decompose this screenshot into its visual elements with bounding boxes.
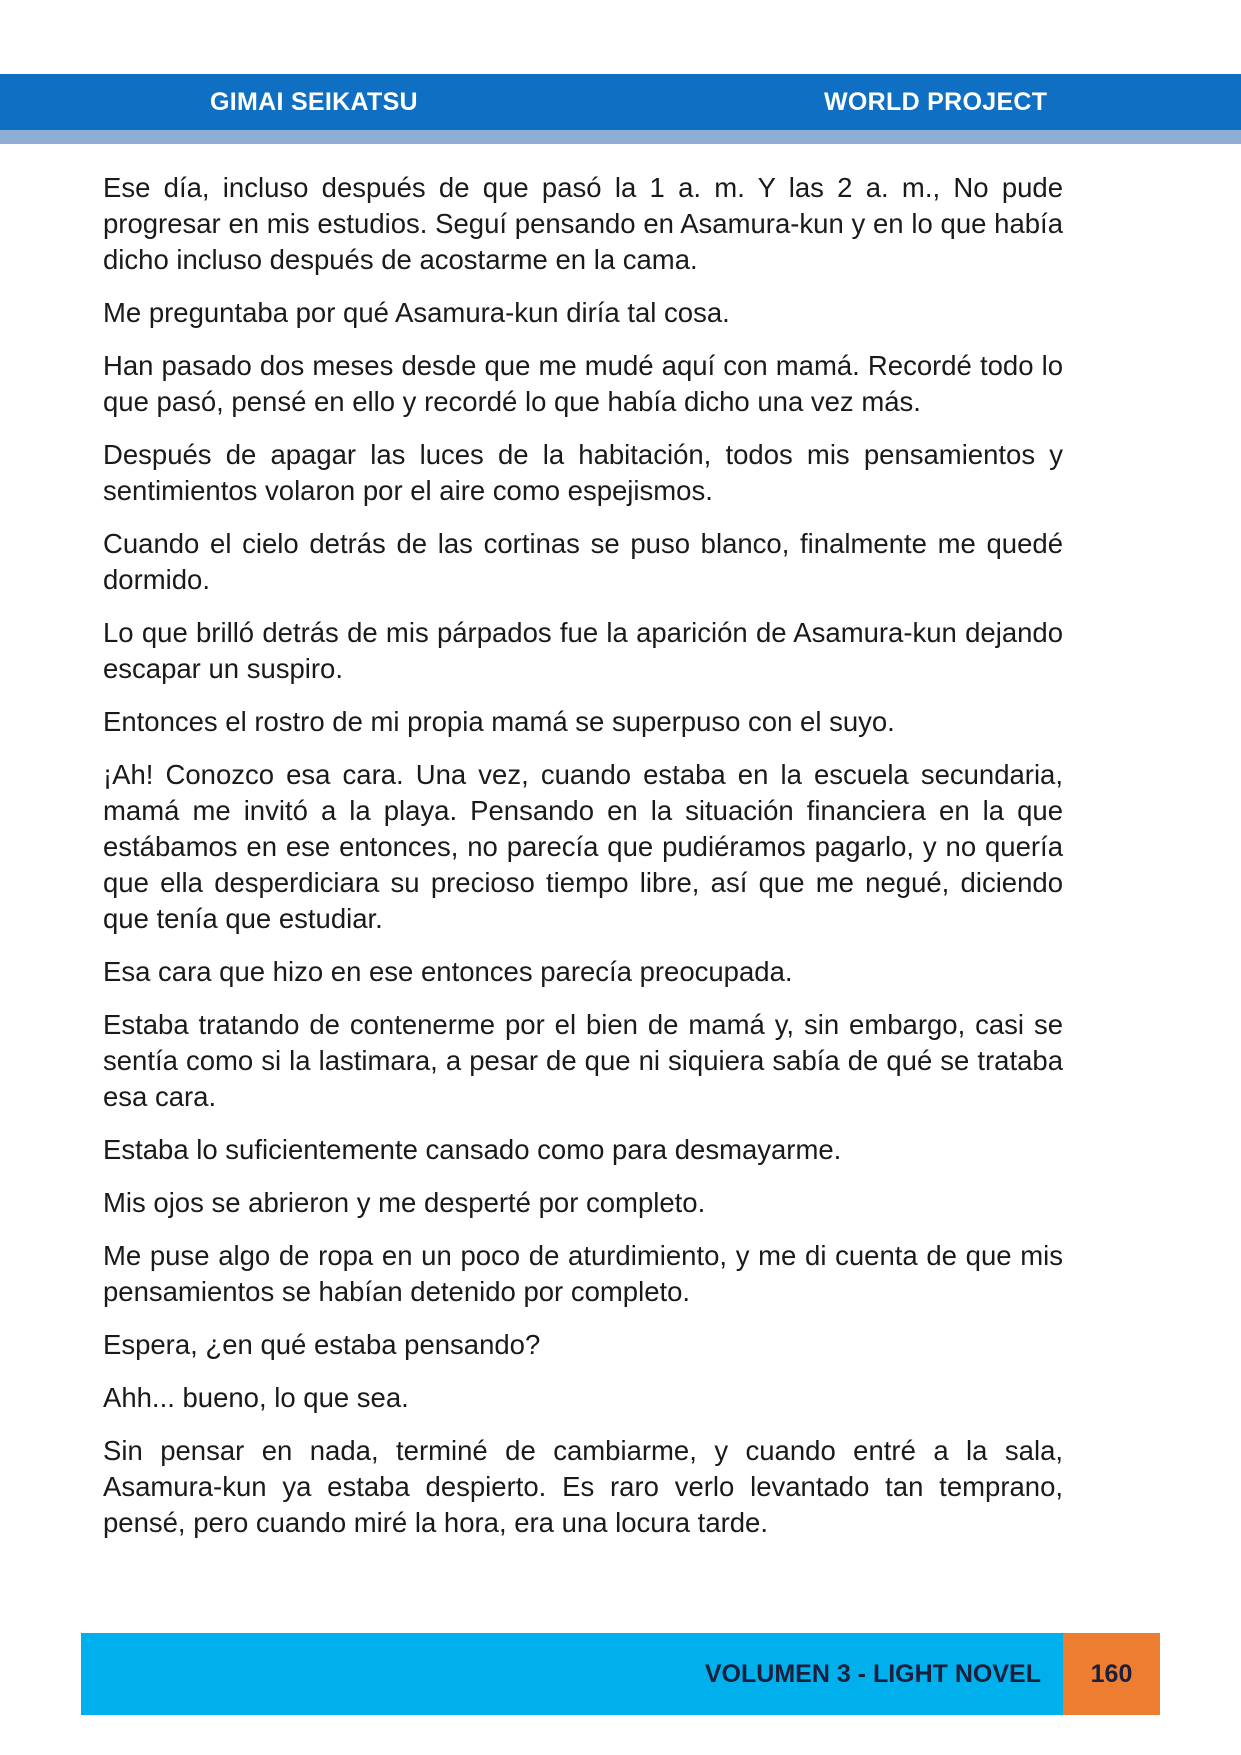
- body-text: [103, 170, 1063, 1558]
- paragraph: Sin pensar en nada, terminé de cambiarme, y cuando entré a la sala, Asamura-kun ya estaba despierto. Es raro verlo levantado tan temprano, pensé, pero cuando miré la hora, era una locura tarde.: [103, 1435, 1063, 1538]
- paragraph: Mis ojos se abrieron y me desperté por completo.: [103, 1187, 706, 1218]
- paragraph: Me preguntaba por qué Asamura-kun diría tal cosa.: [103, 297, 730, 328]
- header-series-title: GIMAI SEIKATSU: [210, 88, 418, 116]
- paragraph: Después de apagar las luces de la habitación, todos mis pensamientos y sentimientos volaron por el aire como espejismos.: [103, 439, 1063, 506]
- paragraph: Esa cara que hizo en ese entonces parecía preocupada.: [103, 956, 793, 987]
- footer-volume-title: VOLUMEN 3 - LIGHT NOVEL: [704, 1660, 1041, 1688]
- footer-page-box: [1063, 1633, 1160, 1715]
- paragraph: Cuando el cielo detrás de las cortinas se puso blanco, finalmente me quedé dormido.: [103, 528, 1063, 595]
- page-number: 160: [1090, 1660, 1133, 1688]
- footer-bar: [81, 1633, 1063, 1715]
- paragraph: Lo que brilló detrás de mis párpados fue la aparición de Asamura-kun dejando escapar un suspiro.: [103, 617, 1063, 684]
- paragraph: Ese día, incluso después de que pasó la 1 a. m. Y las 2 a. m., No pude progresar en mis estudios. Seguí pensando en Asamura-kun y en lo que había dicho incluso después de acostarme en la cama.: [103, 172, 1063, 275]
- paragraph: Espera, ¿en qué estaba pensando?: [103, 1329, 541, 1360]
- paragraph: Entonces el rostro de mi propia mamá se superpuso con el suyo.: [103, 706, 895, 737]
- paragraph: Me puse algo de ropa en un poco de aturdimiento, y me di cuenta de que mis pensamientos se habían detenido por completo.: [103, 1240, 1063, 1307]
- header-bar: [0, 74, 1241, 130]
- paragraph: Estaba lo suficientemente cansado como para desmayarme.: [103, 1134, 842, 1165]
- header-shadow: [0, 130, 1241, 144]
- paragraph: ¡Ah! Conozco esa cara. Una vez, cuando estaba en la escuela secundaria, mamá me invitó a la playa. Pensando en la situación financiera en la que estábamos en ese entonces, no parecía que pudiéramos pagarlo, y no quería que ella desperdiciara su precioso tiempo libre, así que me negué, diciendo que tenía que estudiar.: [103, 759, 1063, 934]
- paragraph: Estaba tratando de contenerme por el bien de mamá y, sin embargo, casi se sentía como si la lastimara, a pesar de que ni siquiera sabía de qué se trataba esa cara.: [103, 1009, 1063, 1112]
- paragraph: Han pasado dos meses desde que me mudé aquí con mamá. Recordé todo lo que pasó, pensé en ello y recordé lo que había dicho una vez más.: [103, 350, 1063, 417]
- header-publisher: WORLD PROJECT: [824, 88, 1048, 116]
- paragraph: Ahh... bueno, lo que sea.: [103, 1382, 409, 1413]
